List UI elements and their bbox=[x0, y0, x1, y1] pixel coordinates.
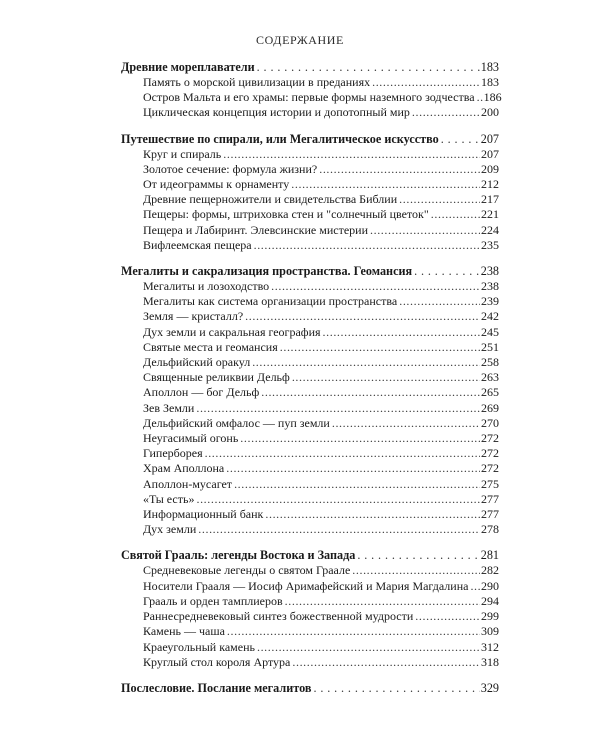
dot-leader bbox=[357, 547, 479, 563]
entry-title: Мегалиты и лозоходство bbox=[143, 279, 270, 294]
toc-chapter-row bbox=[121, 263, 499, 279]
entry-title: Грааль и орден тамплиеров bbox=[143, 593, 283, 608]
dot-leader bbox=[261, 385, 480, 400]
dot-leader bbox=[399, 294, 480, 309]
page-number: 278 bbox=[481, 522, 499, 537]
toc-entry-row bbox=[121, 416, 499, 431]
page-number: 272 bbox=[481, 446, 499, 461]
page-number: 200 bbox=[481, 105, 499, 120]
entry-title: Неугасимый огонь bbox=[143, 431, 239, 446]
toc-entry-row bbox=[121, 579, 499, 594]
dot-leader bbox=[319, 162, 480, 177]
toc-entry-row bbox=[121, 90, 502, 105]
dot-leader bbox=[280, 340, 480, 355]
chapter-title: Путешествие по спирали, или Мегалитическое искусство bbox=[121, 131, 439, 146]
dot-leader bbox=[352, 563, 480, 578]
page-number: 272 bbox=[481, 461, 499, 476]
toc-entry-row bbox=[121, 223, 499, 238]
page-number: 224 bbox=[481, 222, 499, 237]
entry-title: Гиперборея bbox=[143, 446, 203, 461]
chapter-title: Мегалиты и сакрализация пространства. Геомансия bbox=[121, 264, 413, 279]
page-number: 277 bbox=[481, 507, 499, 522]
dot-leader bbox=[198, 522, 480, 537]
dot-leader bbox=[196, 492, 480, 507]
entry-title: Информационный банк bbox=[143, 507, 264, 522]
page-number: 251 bbox=[481, 339, 499, 354]
entry-title: Аполлон-мусагет bbox=[143, 476, 233, 491]
page-number: 217 bbox=[481, 192, 499, 207]
chapter-title: Древние мореплаватели bbox=[121, 60, 255, 74]
page-number: 263 bbox=[481, 370, 499, 385]
dot-leader bbox=[414, 263, 480, 279]
dot-leader bbox=[257, 59, 480, 75]
dot-leader bbox=[292, 655, 480, 670]
dot-leader bbox=[370, 223, 480, 238]
toc-entry-row bbox=[121, 325, 499, 340]
dot-leader bbox=[196, 401, 480, 416]
toc-entry-row bbox=[121, 238, 499, 253]
page-number: 312 bbox=[481, 639, 499, 654]
entry-title: Циклическая концепция истории и допотопный мир bbox=[143, 105, 410, 120]
page-number: 207 bbox=[481, 146, 499, 161]
entry-title: Аполлон — бог Дельф bbox=[143, 385, 260, 400]
page-number: 209 bbox=[481, 161, 499, 176]
toc-entry-row bbox=[121, 75, 499, 90]
dot-leader bbox=[226, 461, 480, 476]
dot-leader bbox=[291, 177, 480, 192]
entry-title: «Ты есть» bbox=[143, 491, 195, 506]
entry-title: Священные реликвии Дельф bbox=[143, 370, 290, 385]
entry-title: Краеугольный камень bbox=[143, 639, 255, 654]
page-number: 329 bbox=[480, 680, 499, 695]
toc-entry-row bbox=[121, 355, 499, 370]
toc-chapter-row bbox=[121, 680, 499, 696]
toc-entry-row bbox=[121, 492, 499, 507]
page-number: 242 bbox=[481, 309, 499, 324]
table-of-contents bbox=[121, 59, 502, 706]
page-number: 212 bbox=[481, 177, 499, 192]
entry-title: Мегалиты как система организации пространства bbox=[143, 294, 398, 309]
page-number: 183 bbox=[480, 60, 499, 74]
dot-leader bbox=[205, 446, 480, 461]
entry-title: Средневековые легенды о святом Граале bbox=[143, 563, 351, 578]
entry-title: Храм Аполлона bbox=[143, 461, 225, 476]
entry-title: Дельфийский оракул bbox=[143, 355, 251, 370]
dot-leader bbox=[285, 594, 480, 609]
dot-leader bbox=[313, 680, 479, 696]
page-number: 239 bbox=[481, 294, 499, 309]
entry-title: Пещера и Лабиринт. Элевсинские мистерии bbox=[143, 222, 368, 237]
toc-entry-row bbox=[121, 147, 499, 162]
dot-leader bbox=[292, 370, 480, 385]
page-number: 265 bbox=[481, 385, 499, 400]
page-number: 290 bbox=[481, 578, 499, 593]
page-number: 318 bbox=[481, 654, 499, 669]
toc-entry-row bbox=[121, 477, 499, 492]
dot-leader bbox=[332, 416, 480, 431]
dot-leader bbox=[412, 105, 480, 120]
toc-section bbox=[121, 680, 499, 696]
toc-entry-row bbox=[121, 309, 499, 324]
entry-title: Земля — кристалл? bbox=[143, 309, 244, 324]
page-number: 238 bbox=[480, 264, 499, 279]
toc-section bbox=[121, 59, 502, 121]
page-number: 245 bbox=[481, 324, 499, 339]
toc-chapter-row bbox=[121, 59, 499, 75]
page-number: 281 bbox=[480, 548, 499, 563]
page-number: 299 bbox=[481, 609, 499, 624]
page-number: 282 bbox=[481, 563, 499, 578]
toc-section bbox=[121, 547, 499, 669]
dot-leader bbox=[470, 579, 480, 594]
toc-section bbox=[121, 263, 499, 537]
toc-entry-row bbox=[121, 594, 499, 609]
dot-leader bbox=[254, 238, 480, 253]
dot-leader bbox=[223, 147, 480, 162]
toc-entry-row bbox=[121, 162, 499, 177]
chapter-title: Святой Грааль: легенды Востока и Запада bbox=[121, 548, 356, 563]
dot-leader bbox=[252, 355, 480, 370]
entry-title: Дух земли и сакральная география bbox=[143, 324, 321, 339]
toc-entry-row bbox=[121, 446, 499, 461]
toc-entry-row bbox=[121, 340, 499, 355]
page-number: 221 bbox=[481, 207, 499, 222]
entry-title: Носители Грааля — Иосиф Аримафейский и Мария Магдалина bbox=[143, 578, 469, 593]
toc-entry-row bbox=[121, 563, 499, 578]
entry-title: Остров Мальта и его храмы: первые формы наземного зодчества bbox=[143, 90, 475, 105]
page-number: 186 bbox=[483, 90, 502, 105]
page-number: 207 bbox=[480, 131, 499, 146]
toc-entry-row bbox=[121, 624, 499, 639]
entry-title: Пещеры: формы, штриховка стен и "солнечный цветок" bbox=[143, 207, 429, 222]
entry-title: От идеограммы к орнаменту bbox=[143, 177, 290, 192]
dot-leader bbox=[431, 207, 480, 222]
entry-title: Вифлеемская пещера bbox=[143, 237, 252, 252]
page-number: 235 bbox=[481, 237, 499, 252]
toc-entry-row bbox=[121, 401, 499, 416]
entry-title: Золотое сечение: формула жизни? bbox=[143, 161, 318, 176]
dot-leader bbox=[227, 624, 480, 639]
dot-leader bbox=[257, 640, 480, 655]
toc-entry-row bbox=[121, 177, 499, 192]
toc-entry-row bbox=[121, 522, 499, 537]
entry-title: Камень — чаша bbox=[143, 624, 225, 639]
toc-entry-row bbox=[121, 192, 499, 207]
entry-title: Дельфийский омфалос — пуп земли bbox=[143, 415, 330, 430]
toc-entry-row bbox=[121, 461, 499, 476]
entry-title: Раннесредневековый синтез божественной мудрости bbox=[143, 609, 414, 624]
toc-entry-row bbox=[121, 507, 499, 522]
toc-entry-row bbox=[121, 640, 499, 655]
toc-entry-row bbox=[121, 655, 499, 670]
page-title: СОДЕРЖАНИЕ bbox=[256, 33, 344, 47]
page-number: 183 bbox=[481, 75, 499, 89]
chapter-title: Послесловие. Послание мегалитов bbox=[121, 680, 312, 695]
page-number: 269 bbox=[481, 400, 499, 415]
dot-leader bbox=[441, 131, 480, 147]
entry-title: Круглый стол короля Артура bbox=[143, 654, 291, 669]
entry-title: Дух земли bbox=[143, 522, 197, 537]
dot-leader bbox=[271, 279, 480, 294]
toc-entry-row bbox=[121, 385, 499, 400]
page-number: 270 bbox=[481, 415, 499, 430]
page-number: 294 bbox=[481, 593, 499, 608]
dot-leader bbox=[240, 431, 480, 446]
dot-leader bbox=[265, 507, 480, 522]
dot-leader bbox=[415, 609, 480, 624]
toc-entry-row bbox=[121, 370, 499, 385]
page-number: 258 bbox=[481, 355, 499, 370]
toc-entry-row bbox=[121, 294, 499, 309]
toc-entry-row bbox=[121, 207, 499, 222]
page-number: 272 bbox=[481, 431, 499, 446]
page-number: 277 bbox=[481, 491, 499, 506]
toc-entry-row bbox=[121, 609, 499, 624]
dot-leader bbox=[372, 75, 480, 90]
page-number: 309 bbox=[481, 624, 499, 639]
toc-entry-row bbox=[121, 279, 499, 294]
page-number: 238 bbox=[481, 279, 499, 294]
dot-leader bbox=[323, 325, 480, 340]
dot-leader bbox=[234, 477, 480, 492]
toc-entry-row bbox=[121, 431, 499, 446]
toc-chapter-row bbox=[121, 131, 499, 147]
toc-entry-row bbox=[121, 105, 499, 120]
entry-title: Зев Земли bbox=[143, 400, 195, 415]
toc-section bbox=[121, 131, 499, 253]
entry-title: Древние пещерножители и свидетельства Библии bbox=[143, 192, 398, 207]
dot-leader bbox=[399, 192, 480, 207]
entry-title: Круг и спираль bbox=[143, 146, 222, 161]
dot-leader bbox=[245, 309, 480, 324]
page-number: 275 bbox=[481, 476, 499, 491]
toc-chapter-row bbox=[121, 547, 499, 563]
entry-title: Память о морской цивилизации в преданиях bbox=[143, 75, 371, 89]
entry-title: Святые места и геомансия bbox=[143, 339, 278, 354]
